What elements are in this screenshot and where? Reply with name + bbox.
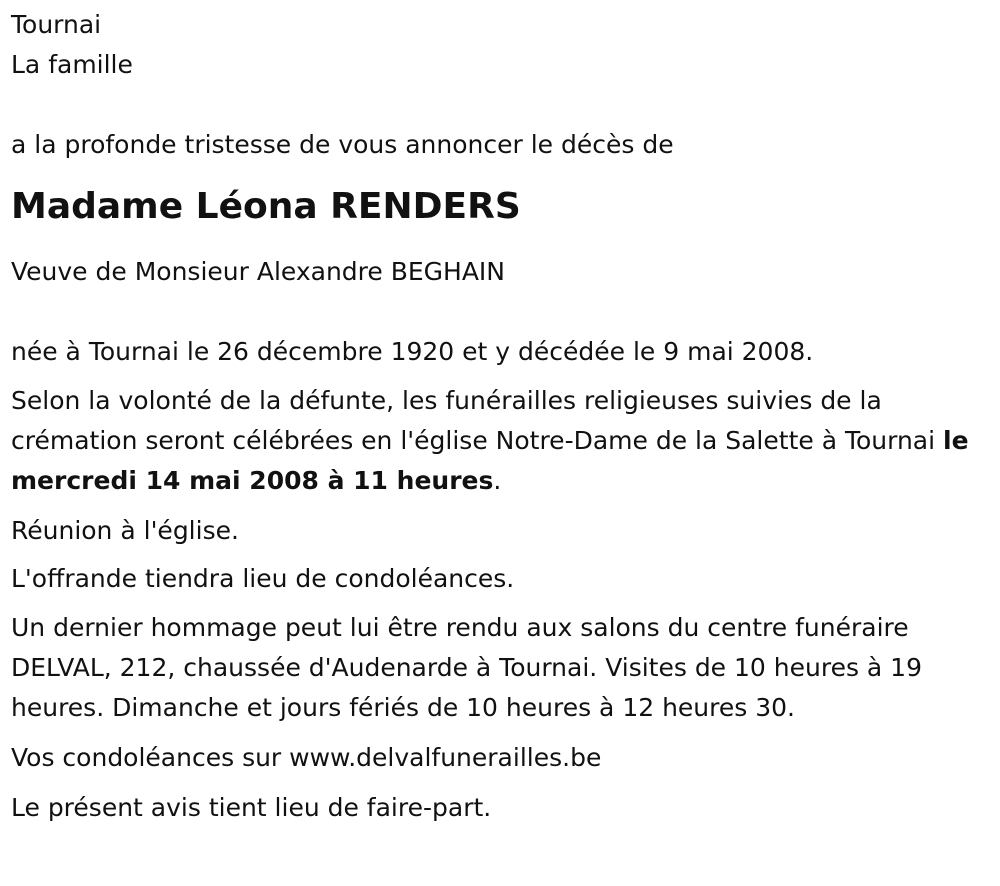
notice-text: Le présent avis tient lieu de faire-part. [11, 793, 492, 822]
city-label: Tournai [11, 10, 102, 39]
family-label: La famille [11, 50, 133, 79]
widow-of-text: Veuve de Monsieur Alexandre BEGHAIN [11, 257, 506, 286]
obituary-notice [11, 5, 986, 828]
birth-death-text: née à Tournai le 26 décembre 1920 et y décédée le 9 mai 2008. [11, 337, 814, 366]
funeral-date: le mercredi 14 mai 2008 à 11 heures [11, 426, 969, 495]
deceased-name: Madame Léona RENDERS [11, 186, 521, 227]
funeral-paragraph [11, 381, 986, 501]
funeral-text: Selon la volonté de la défunte, les funérailles religieuses suivies de la crémation seront célébrées en l'église Notre-Dame de la Salette à Tournai [11, 386, 944, 455]
announcement-text: a la profonde tristesse de vous annoncer le décès de [11, 130, 674, 159]
condolences-text: Vos condoléances sur www.delvalfunerailles.be [11, 743, 602, 772]
meeting-text: Réunion à l'église. [11, 516, 239, 545]
funeral-text-end: . [493, 466, 502, 495]
offering-text: L'offrande tiendra lieu de condoléances. [11, 564, 515, 593]
tribute-paragraph: Un dernier hommage peut lui être rendu aux salons du centre funéraire DELVAL, 212, chaussée d'Audenarde à Tournai. Visites de 10 heures à 19 heures. Dimanche et jours fériés de 10 heures à 12 heures 30. [11, 613, 922, 722]
